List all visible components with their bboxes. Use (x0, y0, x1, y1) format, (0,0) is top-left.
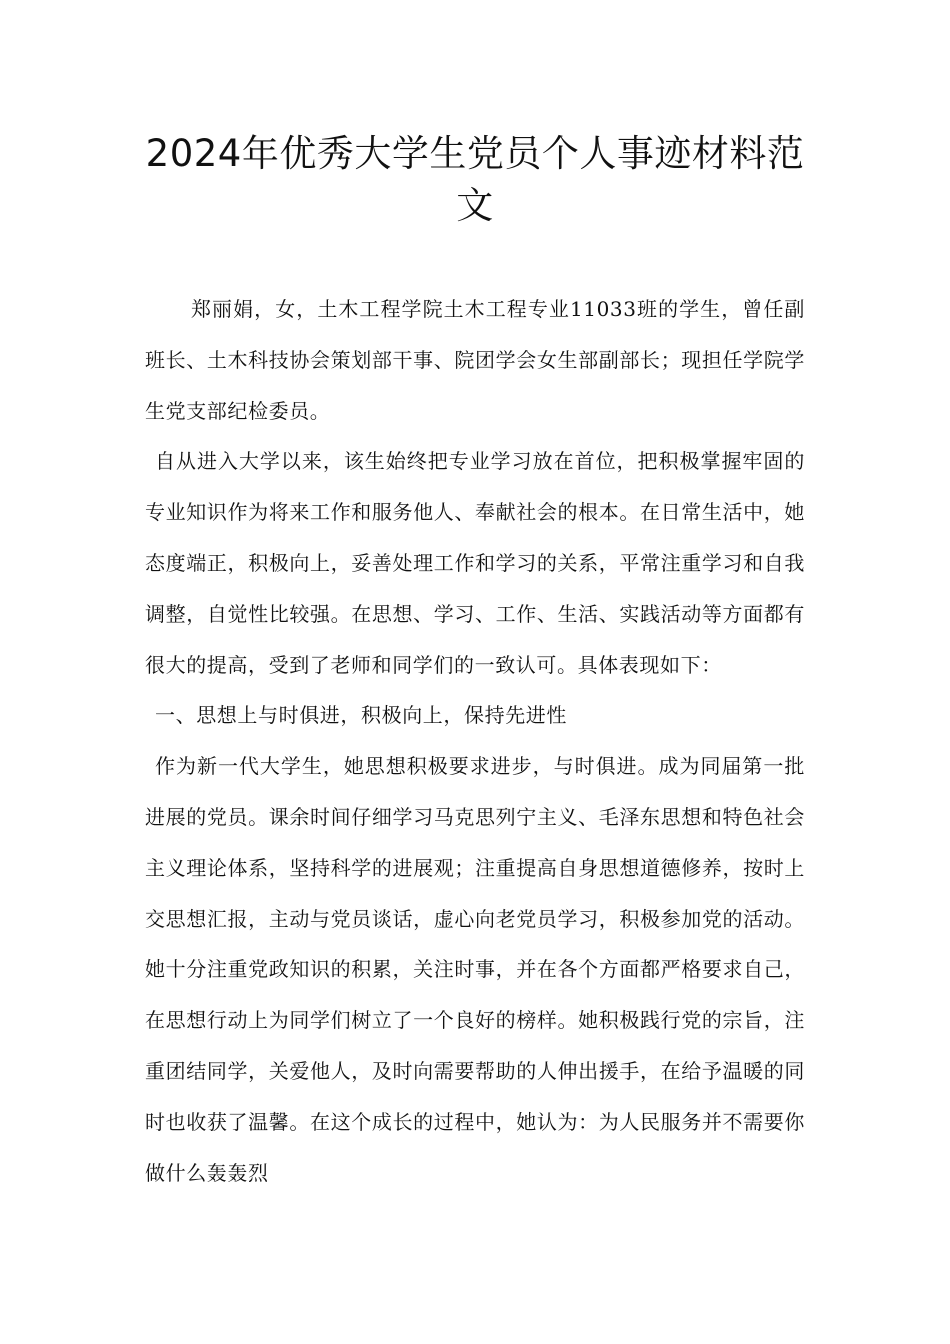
document-body (145, 284, 805, 1198)
document-title: 2024年优秀大学生党员个人事迹材料范文 (145, 132, 805, 227)
paragraph-intro: 郑丽娟，女，土木工程学院土木工程专业11033班的学生，曾任副班长、土木科技协会策划部干事、院团学会女生部副部长；现担任学院学生党支部纪检委员。 (145, 297, 805, 423)
paragraph-ideology: 作为新一代大学生，她思想积极要求进步，与时俱进。成为同届第一批进展的党员。课余时间仔细学习马克思列宁主义、毛泽东思想和特色社会主义理论体系，坚持科学的进展观；注重提高自身思想道德修养，按时上交思想汇报，主动与党员谈话，虚心向老党员学习，积极参加党的活动。她十分注重党政知识的积累，关注时事，并在各个方面都严格要求自己，在思想行动上为同学们树立了一个良好的榜样。她积极践行党的宗旨，注重团结同学，关爱他人，及时向需要帮助的人伸出援手，在给予温暖的同时也收获了温馨。在这个成长的过程中，她认为：为人民服务并不需要你做什么轰轰烈 (145, 754, 805, 1185)
section-heading-ideology: 一、思想上与时俱进，积极向上，保持先进性 (155, 703, 567, 728)
paragraph-overview: 自从进入大学以来，该生始终把专业学习放在首位，把积极掌握牢固的专业知识作为将来工作和服务他人、奉献社会的根本。在日常生活中，她态度端正，积极向上，妥善处理工作和学习的关系，平常注重学习和自我调整，自觉性比较强。在思想、学习、工作、生活、实践活动等方面都有很大的提高，受到了老师和同学们的一致认可。具体表现如下： (145, 449, 805, 677)
